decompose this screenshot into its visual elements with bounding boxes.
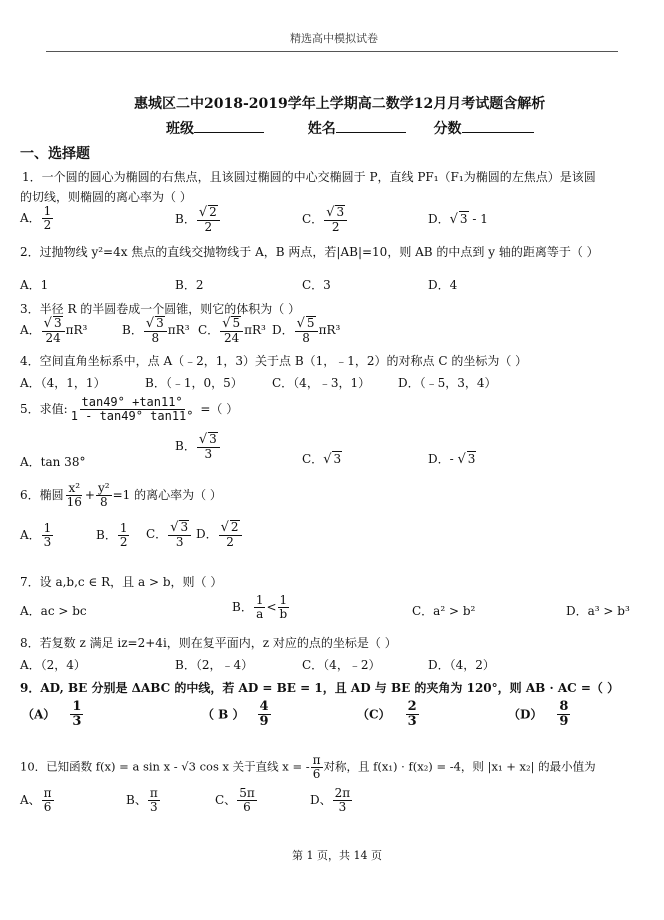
- q3-option-b: B． $\frac{√ 3}{8}$ πR³: [122, 316, 190, 346]
- q1-option-d: D．√ 3 - 1: [428, 212, 488, 227]
- q8-option-d: D．（4，2）: [428, 658, 495, 672]
- q8-option-c: C．（4，﹣2）: [302, 658, 381, 672]
- q2-option-a: A．1: [20, 278, 49, 292]
- score-label: 分数: [433, 121, 462, 137]
- q2-option-c: C．3: [302, 278, 331, 292]
- name-label: 姓名: [307, 121, 336, 137]
- q10-option-b: B、 $\frac{\pi}{3}$: [126, 786, 158, 815]
- q5-option-d: D．- √ 3: [428, 452, 476, 467]
- q10-line1: 10．已知函数 f(x) = a sin x - √3 cos x 关于直线 x = - $\frac{\pi}{6}$ 对称，且 f(x₁) · f(x₂) = -4，则 |x₁ + x₂| 的最小值为: [20, 753, 596, 782]
- class-label: 班级: [166, 121, 194, 137]
- q6-option-c: C． $\frac{√ 3}{3}$: [146, 520, 192, 549]
- q1-line1: 1．一个圆的圆心为椭圆的右焦点，且该圆过椭圆的中心交椭圆于 P，直线 PF₁（F₁为椭圆的左焦点）是该圆: [22, 170, 596, 184]
- q6-option-b: B． $\frac{1}{2}$: [96, 521, 128, 550]
- q5-option-c: C．√ 3: [302, 452, 342, 467]
- q7-option-b: B． $\frac{1}{a}$ < $\frac{1}{b}$: [232, 593, 288, 622]
- q4-option-a: A．（4，1，1）: [20, 376, 106, 390]
- page-footer: 第 1 页，共 14 页: [292, 849, 382, 862]
- q4-line1: 4．空间直角坐标系中，点 A（﹣2，1，3）关于点 B（1，﹣1，2）的对称点 C 的坐标为（ ）: [20, 354, 528, 368]
- q10-option-a: A、 $\frac{\pi}{6}$: [20, 786, 52, 815]
- name-blank: [336, 120, 406, 133]
- q1-option-b: B． $\frac{√ 2}{2}$: [175, 205, 221, 234]
- q5-option-b: B． $\frac{√ 3}{3}$: [175, 432, 221, 461]
- q9-option-c: （C） $\frac{2}{3}$: [357, 699, 417, 730]
- page-title: 惠城区二中2018-2019学年上学期高二数学12月月考试题含解析: [134, 96, 546, 112]
- q7-line1: 7．设 a,b,c ∈ R，且 a > b，则（ ）: [20, 575, 223, 589]
- q4-option-b: B．（﹣1，0，5）: [145, 376, 243, 390]
- q8-line1: 8．若复数 z 满足 iz=2+4i，则在复平面内，z 对应的点的坐标是（ ）: [20, 636, 397, 650]
- class-blank: [194, 120, 264, 133]
- q4-option-d: D．（﹣5，3，4）: [398, 376, 497, 390]
- page-header: 精选高中模拟试卷: [290, 32, 378, 45]
- q1-line2: 的切线，则椭圆的离心率为（ ）: [20, 190, 192, 204]
- q3-option-d: D． $\frac{√ 5}{8}$ πR³: [272, 316, 341, 346]
- q9-line1: 9．AD, BE 分别是 ΔABC 的中线，若 AD = BE = 1，且 AD 与 BE 的夹角为 120°，则 AB · AC =（ ）: [20, 681, 620, 695]
- q10-option-d: D、 $\frac{2\pi}{3}$: [310, 786, 351, 815]
- q7-option-a: A．ac > bc: [20, 604, 87, 618]
- score-blank: [462, 120, 534, 133]
- header-rule: [46, 51, 618, 52]
- q9-option-a: （A） $\frac{1}{3}$: [22, 699, 82, 730]
- q2-option-b: B．2: [175, 278, 204, 292]
- q3-line1: 3．半径 R 的半圆卷成一个圆锥，则它的体积为（ ）: [20, 302, 301, 316]
- q1-option-c: C． $\frac{√ 3}{2}$: [302, 205, 348, 234]
- q8-option-a: A．（2，4）: [20, 658, 86, 672]
- q3-option-a: A． $\frac{√ 3}{24}$ πR³: [20, 316, 88, 346]
- q10-option-c: C、 $\frac{5\pi}{6}$: [215, 786, 255, 815]
- q9-option-d: （D） $\frac{8}{9}$: [508, 699, 569, 730]
- q8-option-b: B．（2，﹣4）: [175, 658, 254, 672]
- q9-option-b: （ B ） $\frac{4}{9}$: [202, 699, 269, 730]
- q4-option-c: C．（4，﹣3，1）: [272, 376, 371, 390]
- q5-option-a: A．tan 38°: [20, 455, 86, 469]
- info-line: [166, 118, 534, 138]
- q6-option-d: D． $\frac{√ 2}{2}$: [196, 520, 243, 549]
- q7-option-c: C．a² > b²: [412, 604, 476, 618]
- q7-option-d: D．a³ > b³: [566, 604, 630, 618]
- q6-expression: 6．椭圆 $\frac{\text{x²}}{16}$ + $\frac{\text{y²}}{8}$ =1 的离心率为（ ）: [20, 481, 222, 510]
- q2-line1: 2．过抛物线 y²=4x 焦点的直线交抛物线于 A，B 两点，若|AB|=10，则 AB 的中点到 y 轴的距离等于（ ）: [20, 245, 599, 259]
- q6-option-a: A． $\frac{1}{3}$: [20, 521, 52, 550]
- q2-option-d: D．4: [428, 278, 458, 292]
- q3-option-c: C． $\frac{√ 5}{24}$ πR³: [198, 316, 266, 346]
- q1-option-a: A． $\frac{1}{2}$: [20, 204, 52, 233]
- section-heading: 一、选择题: [20, 146, 90, 162]
- q5-expression: 5．求值: $\frac{\tan 49^\circ +\tan 11^\circ}{1 - \tan 49^\circ \tan 11^\circ}$ =（ ）: [20, 395, 239, 424]
